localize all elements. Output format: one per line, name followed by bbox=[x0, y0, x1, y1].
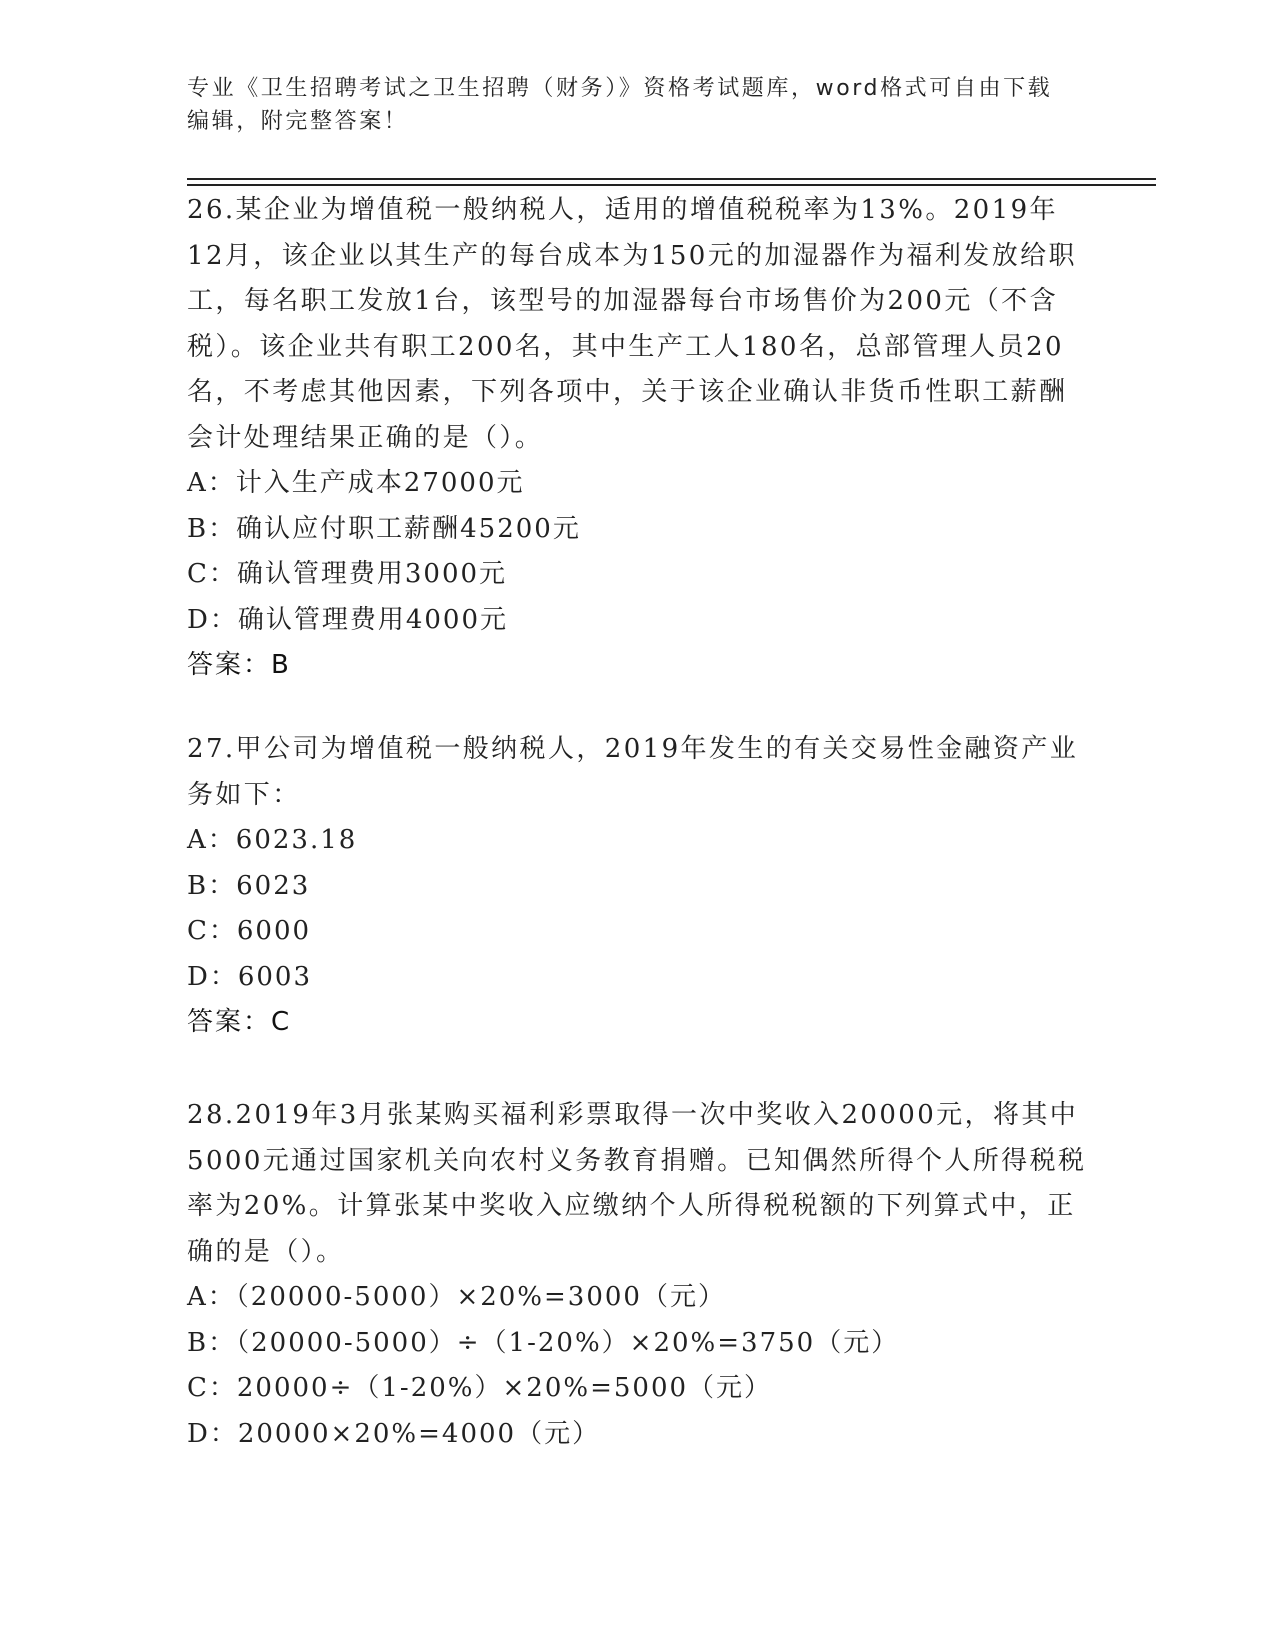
answer: 答案：B bbox=[187, 650, 291, 680]
option-b: B：6023 bbox=[187, 870, 311, 901]
question-stem: 26.某企业为增值税一般纳税人，适用的增值税税率为13%。2019年12月，该企业以其生产的每台成本为150元的加湿器作为福利发放给职工，每名职工发放1台，该型号的加湿器每台市场售价为200元（不含税）。该企业共有职工200名，其中生产工人180名，总部管理人员20名，不考虑其他因素，下列各项中，关于该企业确认非货币性职工薪酬会计处理结果正确的是（）。 bbox=[187, 195, 1077, 453]
option-c: C：6000 bbox=[187, 916, 312, 946]
option-d: D：确认管理费用4000元 bbox=[187, 604, 509, 635]
question-stem: 27.甲公司为增值税一般纳税人，2019年发生的有关交易性金融资产业务如下： bbox=[187, 734, 1079, 810]
question-26 bbox=[187, 188, 1087, 689]
document-header bbox=[187, 72, 1087, 138]
answer: 答案：C bbox=[187, 1007, 292, 1037]
question-28 bbox=[187, 1093, 1087, 1457]
option-a: A：6023.18 bbox=[187, 825, 358, 855]
option-b: B：（20000-5000）÷（1-20%）×20%=3750（元） bbox=[187, 1327, 900, 1358]
option-c: C：20000÷（1-20%）×20%=5000（元） bbox=[187, 1373, 773, 1403]
header-line-2: 编辑，附完整答案！ bbox=[187, 109, 409, 134]
question-stem: 28.2019年3月张某购买福利彩票取得一次中奖收入20000元，将其中5000元通过国家机关向农村义务教育捐赠。已知偶然所得个人所得税税率为20%。计算张某中奖收入应缴纳个人所得税税额的下列算式中，正确的是（）。 bbox=[187, 1100, 1087, 1267]
option-a: A：（20000-5000）×20%=3000（元） bbox=[187, 1282, 726, 1312]
option-d: D：6003 bbox=[187, 961, 313, 992]
header-divider-bottom bbox=[187, 184, 1156, 186]
question-27 bbox=[187, 727, 1087, 1046]
option-b: B：确认应付职工薪酬45200元 bbox=[187, 513, 581, 544]
header-divider-top bbox=[187, 178, 1156, 180]
option-d: D：20000×20%=4000（元） bbox=[187, 1418, 601, 1449]
option-c: C：确认管理费用3000元 bbox=[187, 559, 508, 589]
header-line-1: 专业《卫生招聘考试之卫生招聘（财务）》资格考试题库，word格式可自由下载 bbox=[187, 76, 1053, 101]
option-a: A：计入生产成本27000元 bbox=[187, 468, 525, 498]
